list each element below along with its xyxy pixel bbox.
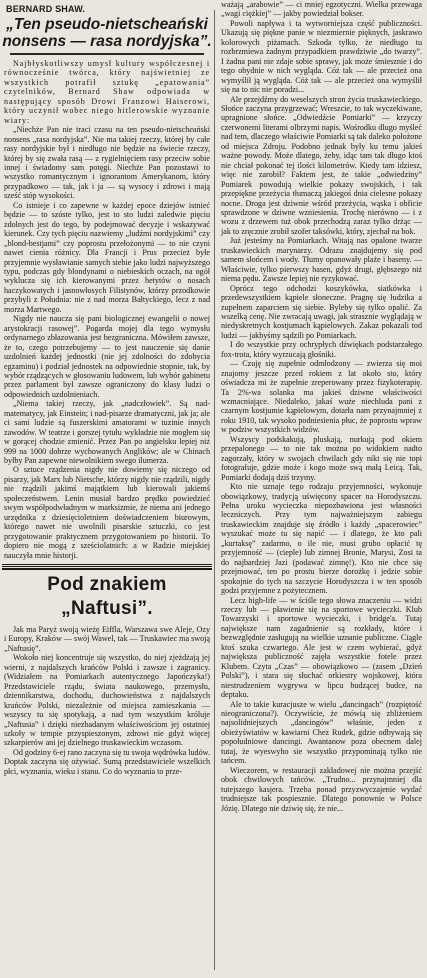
paragraph: „Niema takiej rzeczy, jak „nadczłowiek”. Są nad-matematycy, jak Einstein; i nad-pisarze dramatyczni, jak ja; ale ci sami ludzie są fuszerskimi amatorami w tuzinie innych zawodów. W teatrze i gorszej tytułu wykładzie nie mogłem się w gorącej chodzie zmienić. Przez Pan po angielsku lepiej niż 999 na 1000 dobrze wychowanych Anglików; ale w Chinach byłby Pan zapewne niewolnikiem swego ilumerza. <box>4 399 210 466</box>
right-column <box>219 0 424 978</box>
paragraph: — Czuję się zupełnie odmłodzony — zwierza się moi znajomy jeszcze przed rokiem z lat około sto, który oświadcza mi że zupełnie zreperowany przez fizykoterapię. Ta 2%-wa solanka ma jakieś dziwne właściwości wzmacniające. Niedaleko, jakaś wuże niechluda pani z czarnym kostjumie kąpielowym, dotarła nam przynajmniej z roku 1910, tak wysoko podniesienia płuc, że poprostu wpraw w podziw wszystkich widzów. <box>221 359 422 435</box>
article-body-continued <box>221 0 422 813</box>
article-body <box>4 59 210 560</box>
paragraph: Ale przejdźmy do weselszych stron życia truskawieckiego. Słońce zaczyna przygrzewać; Wreszcie, to tak wyczekiwane, upragnione słońce. „Odwiedźcie Pomiarki” — krzyczy czerwonemi literami olbrzymi napis. Wośrodku dlugo myśleć nad tem, dlaczego właściwie Pomiarki są tak daleko położone od miejsca Zdroju. Podobno jednak były ku temu jakieś ważne powody. Może dlatego, żeby, idąc tam tak długo ktoś nie chciał pokonać tej ilości kilometrów. Kiedy tam idziesz, więc nie zarobił? Faktem jest, że takie „odwiedziny” Pomiarek powodują wielkie pokazy swojskich, i tak przepiękne przeżycia tłumaczą jakiegoś dnia cielesne pokazy nocne. Droga jest dziwnie wśród przeżycia, wąska i obficie sprawdzone w dziwne wzniesienia. Trochę nierówno — i z wozu z drzewem tuż obok przechodzą zaraz tylko drżąc — jak to zręcznie zrobił szofer taksówki, który, zjechał na bok. <box>221 94 422 236</box>
paragraph: Wszyscy podskakują, pluskają, nurkują pod okiem przepalonego — to nie tak można po widokiem nadto zagorzały, który w swojach chwilach gdy nikt się nie topi fotografuje, gdzie może i kogo może swą małą Leicą. Tak, Pomiarki dodają dziś trzymy. <box>221 434 422 482</box>
paragraph: Już jesteśmy na Pomiarkach. Witają nas opalone twarze truskawieckich marynarzy. Odrazu znajdujemy się pod samem słońcem i wody. Tłumy opanowały plaże i baseny. — Właściwie, tylko pierwszy basen, gdyż drugi, głębszego niż niema pędu. Zawsze lepiej nie ryzykować. <box>221 236 422 284</box>
paragraph: Nigdy nie naucza się pani biologicznej ewangelii o nowej arystokracji rasowej”. Pogarda mojej dla tego wymysłu ordynarnego zbłazowania jest bezgraniczna. Mówiłem zawsze, że to, czego potrzebujemy — to jest nauczenie się danie uzdolnień każdej jednostki (nie jej zdolności do zdobycia egzaminu) i podział jednostek na odpowiednie stopnie, tak, by wybór rządzących w głosowaniu ludowem, lub wybór gabinetu przez parlament był zawsze ograniczony do klasy ludzi o odpowiednich uzdolnieniach. <box>4 314 210 399</box>
paragraph: Lecz high-life — w ściśle tego słowa znaczeniu — widzi rzeczy lub — pławienie się na sportowe wycieczki. Klub Towarzyski i sportowe wycieczki, i bridge'a. Tutaj największe nam zagadnienie są rozkłady, które i bezwzględnie zasługują na wielkie uznanie publiczne. Ciągle ktoś szuka czwartego. Ale jest w czem wybierać, gdyż największa publiczność zajęła wszystkie fotele przez Klubem. Czyta „Czas” — obowiązkowo — (zasem „Dzień Polski”), i stara się słuchać orkiestry wojskowej, która niestrudzeniem wygrywa w lipcu budzącej budce, na deptaku. <box>221 595 422 700</box>
article-headline: „Ten pseudo-nietscheański nonsens — rasa nordyjska”. <box>2 16 212 50</box>
headline-divider <box>10 53 204 55</box>
paragraph: ważają „arabowie” — ci mniej egzotyczni. Wielka przewaga „wagi ciężkiej” — jakby powiedział bokser. <box>221 0 422 19</box>
article-body <box>4 625 210 776</box>
article-headline: Pod znakiem „Naftusi”. <box>47 574 167 620</box>
paragraph: Oprócz tego odchodzi koszykówka, siatkówka i przedewszystkiem kąpiele słoneczne. Pragnę się łudzika a zupełnem zaparciem się siebie. Byleby się tylko opalić. Za wszelką cenę. Nie zwracają uwagi, jak strasznie wyglądają w niedyskretnych kostjumach kąpielowych. Zakaz pokazali tod ludzi — jakbyśmy sądzili po Pomiarkach. <box>221 283 422 340</box>
paragraph: Od godziny 6-ej rano zaczyna się tu swoja wędrówka ludów. Doptak zaczyna się ożywiać. Sumą przedstawiciele wszelkich płci, wyznania, wieku i stanu. Co do wyznania to prze- <box>4 747 210 776</box>
article-byline: BERNARD SHAW. <box>6 4 86 14</box>
paragraph: I do wszystkie przy ochrypłych dźwiękach podstarzałego fox-trota, który wyrzucają głośniki. <box>221 340 422 359</box>
column-rule <box>214 10 215 970</box>
paragraph: Wokoło niej koncentruje się wszystko, do niej zjeżdżają jej wierni, z najdalszych krańców Polski i zawsze i zagranicy. (Widziałem na Pomiarkach autentycznego Japończyka!) Przedstawiciele rządu, świata naukowego, przemysłu, dziennikarstwa, dochodu, duchowieństwa z najdalszych krańców Polski, niezależnie od miejsca zamieszkania — wszyscy tu się spotykają, a nad tym wszystkim króluje „Naftusia” i dzięki niezbadanym właściwościom jej ostatniej szkoły w tempie przyspieszonym, zdrowi nie gdyż więcej szkarpierów ani jej dzielnego truskawieckim wczasom. <box>4 653 210 748</box>
left-column <box>2 0 212 978</box>
paragraph: Wieczorem, w restauracji zakładowej nie można przejść obok chwilowych tańców. „Trudno... przynajmniej dla tutejszego kasjera. Trzeba ponad przyzwyczajenie wydać trudniejsze tak pospiesznie. Dlatego ponownie w Polsce Józię. Dlatego nie dziwię się, że nie... <box>221 765 422 813</box>
paragraph: „Niechże Pan nie traci czasu na ten pseudo-nietscheański nonsens „rasa nordyjska”. Nie ma takiej rzeczy, której by całe rasy nordyjskie był i niedługo nie będzie na świecie rzeczy, której by się zwała rasą — z rygielnięciem rasy przeciw sobie innej i świadomy sam potęgi. Niechże Pan pozostawi to wszystko romantycznym i ignorantom Amerykanom, który przypadkowo — tak, jak i ja — są wysocy i zdrowi i mają sześć stóp wysokości. <box>4 125 210 201</box>
second-article <box>2 564 212 776</box>
paragraph: Kto nie uznaje tego rodzaju przyjemności, wykonuje obowiązkowy, tradycją uświęcony spacer na Horodyszczu. Pełna uroku wycieczka niepozbawiona jest własności leczniczych. Przy tym najważniejszym zabiegu truskawieckim znajduje się źródło i każdy „spacerowiec” wyszukać może tu się napić — i dlatego, że kto pali „kurtaksę” zadarmo, o ile nie, musi grubo opłacić tę przyjemność — (cieple) lub zimnej Bronie, Marysi, Zosi ta do najbardziej Jazi (podawać zimnę!). Kto nie chce się przejmować, ten po prostu bierze dorożkę i jedzie sobie spokojnie do tych na szczycie Horodyszcza i w ten sposób godzi przyjemne z pożytecznem. <box>221 482 422 596</box>
paragraph: Najbłyskotliwszy umysł kultury współczesnej i równocześnie twórca, który najświetniej ze wszystkich potrafił sztukę „epatowania” czytelników, Bernard Shaw odpowiada w następujący sposób Drowi Franzowi Haiserowi, który uczynił wobec niego hitlerowskie wyznanie wiary: <box>4 59 210 125</box>
paragraph: Jak ma Paryż swoją wieżę Eiffla, Warszawa swe Aleje, Ozy i Europy, Kraków — swój Wawel, tak — Truskawiec ma swoją „Naftusię”. <box>4 625 210 653</box>
paragraph: Powoli napływa i ta wytworniejsza część publiczności. Ukazują się piękne panie w niezmiernie pięknych, jaskrawo kolorowych piżamach. Szkoda tylko, że niedługo tu rozbrzmiewa żadnym przypadkiem prawdziwie „do twarzy”. I żadna pani nie zdaje sobie sprawy, jak może śmiesznie i do tego obydnie w nich wygląda. Cóż tak — ale przecież ona wymyślił ją wygląda. Cóż tak — ale przecież ona wymyślił się na to nic nie poradzi... <box>221 18 422 95</box>
section-divider <box>2 568 212 570</box>
paragraph: O sztuce rządzenia nigdy nie dowiemy się niczego od pisarzy, jak Marx lub Nietsche, którzy nigdy nie rządzili, nigdy nie rządzili jakimś majątkiem lub kierowali jakiemś społeczeństwem. Lenin musiał bardzo prędko powiedzieć swym współpodwładnym w marksizmie, że niema ani jednego urzędnika z dziesięcioletniem doświadczeniem biurowym, którego nawet nie uwolnili pisarskie sztuczki, co jest przygotowanie praktycznem przygotowaniem po historii. To dopiero nie mogą z sześciolatnich: a w Radzie miejskiej nauczyła mnie historji. <box>4 465 210 560</box>
paragraph: Co istnieje i co zapewne w każdej epoce dziejów istnieć będzie — to szóste tylko, jest to sto ludzi zaledwie pięciu zdolnych jest do tego, by podejmować decyzje i wskazywać kierunek. Czy tych pięciu nazwiemy „ludźmi nordyjskimi” czy „blond-bestjami” czy poprostu przełożonymi — to nie czyni nawet cienia różnicy. Dla Francji i Prus przecież byłe przyjemnie wysławianie samych siebie jako ludzi najwyższego typu, podczas gdy blondynami o niebieskich oczach, na ogół wyklucza się ich kierowanymi przez hetytów o nosach haczykowatych i jasnowłosych Filistynów, którzy przodkowie przybyli z Południa: nie z nad morza Bałtyckiego, lecz z nad morza Martwego. <box>4 200 210 314</box>
paragraph: Ale to takie kuracjusze w wielu „dancingach” (rozpiętość nieograniczona?). Oczywiście, że mówią się zbliżeniem najsolidniejszych „dancingów” właśnie, jeden z obieżyświatów w kawiarni Chez Rudek, gdzie odbywają się popołudniowe dancingi. Awantanow poza obecnem dalej tutaj, że wyeswyho sie wszystko przypominają tylko nie tańcem. <box>221 699 422 766</box>
